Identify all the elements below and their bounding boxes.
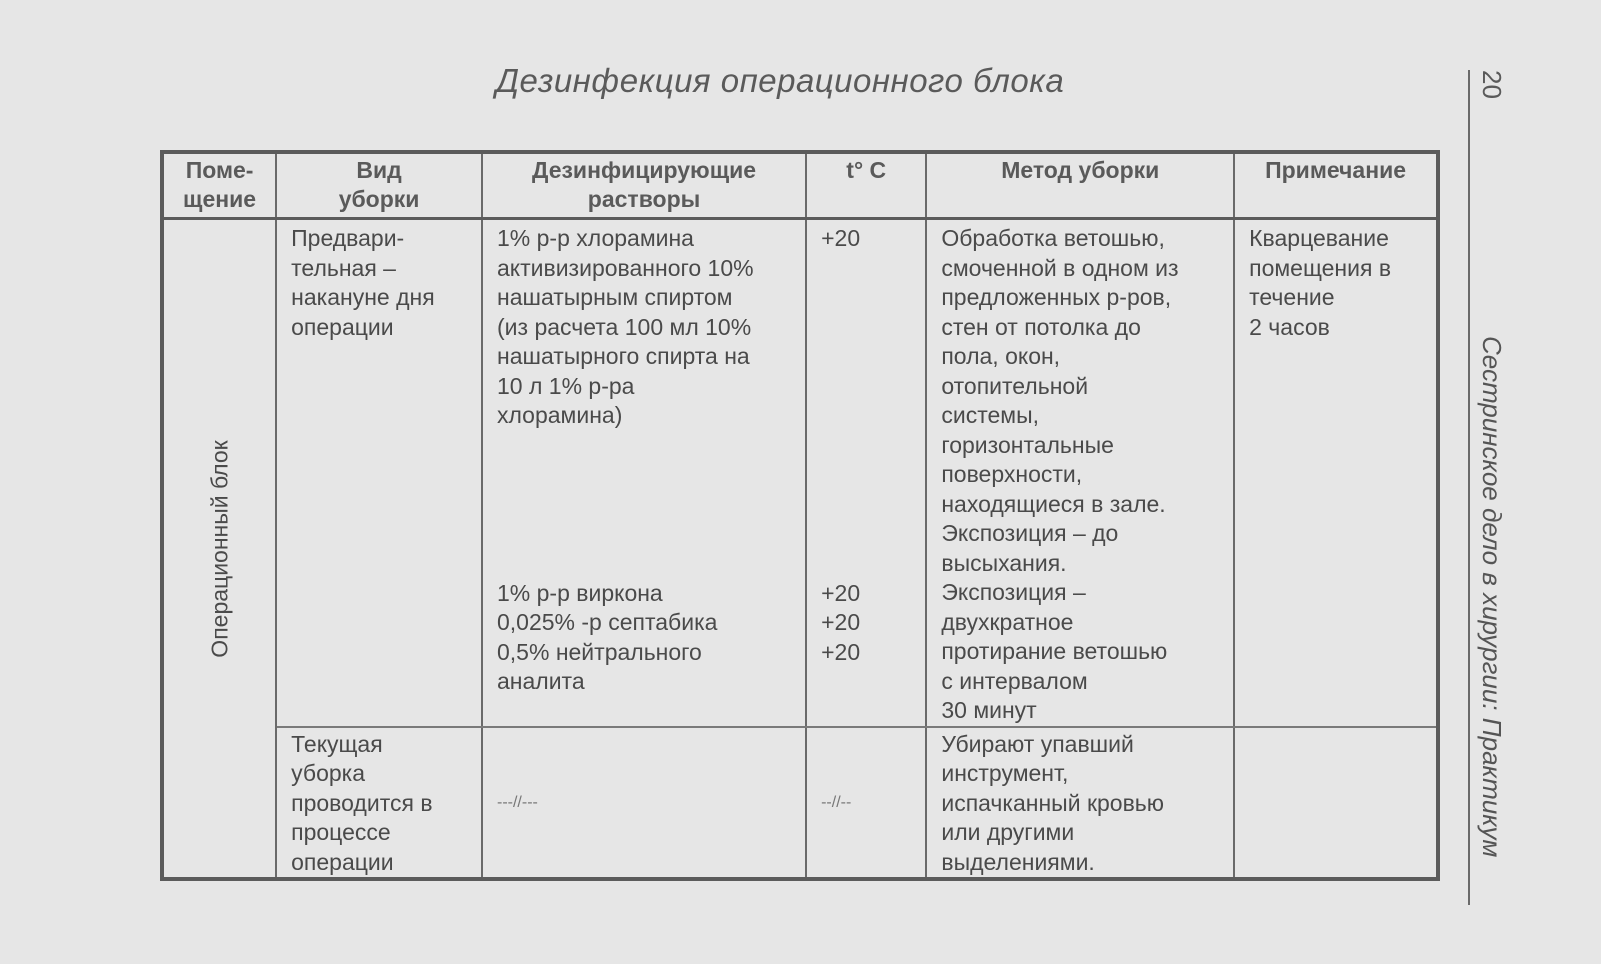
text-line: нашатырного спирта на: [497, 343, 750, 369]
text-line: Обработка ветошью,: [941, 225, 1165, 251]
current-note-cell: [1234, 727, 1438, 880]
disinfection-table: [160, 150, 1440, 881]
header-note: [1234, 152, 1438, 219]
room-cell: [162, 219, 276, 880]
text-line: стен от потолка до: [941, 313, 1141, 340]
text-line: операции: [291, 848, 394, 875]
text-line: с интервалом: [941, 667, 1088, 694]
prelim-temperature-cell: [806, 219, 926, 727]
room-label: Операционный блок: [205, 439, 232, 658]
page-title: Дезинфекция операционного блока: [495, 62, 1065, 99]
text-line: смоченной в одном из: [941, 254, 1179, 281]
header-room: [162, 152, 276, 219]
text-line: уборка: [291, 760, 366, 786]
table-row: [162, 727, 1438, 880]
text-line: предложенных р-ров,: [941, 284, 1172, 310]
text-line: (из расчета 100 мл 10%: [497, 313, 752, 340]
text-line: активизированного 10%: [497, 254, 754, 281]
text-line: испачканный кровью: [941, 789, 1165, 816]
current-temperature-cell: [806, 727, 926, 880]
text-line: Предвари-: [291, 225, 405, 251]
text-line: аналита: [497, 668, 585, 694]
text-line: операции: [291, 313, 394, 340]
text-line: накануне дня: [291, 284, 435, 310]
text-line: +20: [821, 609, 861, 635]
current-type-cell: [276, 727, 482, 880]
text-line: инструмент,: [941, 760, 1069, 786]
prelim-solutions-cell: [482, 219, 806, 727]
text-line: 1% р-р хлорамина: [497, 225, 694, 251]
text-line: +20: [821, 638, 861, 665]
text-line: +20: [821, 579, 861, 606]
text-line: щение: [183, 186, 257, 212]
table-row: [162, 219, 1438, 727]
text-line: находящиеся в зале.: [941, 490, 1166, 517]
text-line: растворы: [587, 186, 701, 212]
text-line: тельная –: [291, 254, 396, 281]
text-line: Дезинфицирующие: [532, 157, 757, 183]
text-line: двухкратное: [941, 608, 1074, 635]
text-line: Метод уборки: [1001, 157, 1160, 183]
prelim-note-cell: [1234, 219, 1438, 727]
header-solutions: [482, 152, 806, 219]
text-line: Экспозиция – до: [941, 520, 1119, 546]
spacer: [497, 431, 791, 579]
text-line: +20: [821, 225, 861, 251]
text-line: нашатырным спиртом: [497, 284, 733, 310]
header-cleaning-type: [276, 152, 482, 219]
table-header-row: [162, 152, 1438, 219]
text-line: отопительной: [941, 372, 1089, 399]
running-head: Сестринское дело в хирургии: Практикум: [1477, 336, 1507, 858]
text-line: течение: [1249, 284, 1335, 310]
solutions-group-a: [497, 224, 791, 431]
text-line: Поме-: [185, 157, 254, 183]
header-temperature: [806, 152, 926, 219]
text-line: 0,5% нейтрального: [497, 638, 702, 665]
text-line: высыхания.: [941, 549, 1067, 576]
text-line: Примечание: [1265, 157, 1407, 183]
text-line: Кварцевание: [1249, 225, 1389, 251]
temp-group-a: [821, 224, 911, 254]
text-line: Убирают упавший: [941, 730, 1134, 757]
text-line: проводится в: [291, 789, 433, 816]
text-line: 2 часов: [1249, 313, 1330, 340]
current-solutions-cell: [482, 727, 806, 880]
text-line: протирание ветошью: [941, 638, 1168, 664]
text-line: Текущая: [291, 730, 383, 757]
temp-group-b: [821, 579, 911, 668]
text-line: уборки: [338, 186, 420, 212]
prelim-type-cell: [276, 219, 482, 727]
text-line: t° C: [846, 157, 887, 183]
header-method: [926, 152, 1234, 219]
page-number: 20: [1477, 70, 1507, 99]
text-line: помещения в: [1249, 254, 1392, 281]
ditto-mark: --//--: [821, 793, 852, 811]
prelim-method-cell: [926, 219, 1234, 727]
spacer: [821, 254, 911, 579]
text-line: горизонтальные: [941, 431, 1114, 458]
text-line: хлорамина): [497, 402, 623, 428]
text-line: поверхности,: [941, 461, 1083, 487]
text-line: Вид: [356, 157, 402, 183]
text-line: 10 л 1% р-ра: [497, 372, 635, 399]
text-line: выделениями.: [941, 848, 1095, 875]
text-line: процессе: [291, 819, 391, 845]
text-line: системы,: [941, 402, 1039, 428]
side-rule: [1468, 70, 1470, 905]
solutions-group-b: [497, 579, 791, 697]
text-line: 1% р-р виркона: [497, 579, 663, 606]
text-line: 30 минут: [941, 697, 1037, 723]
current-method-cell: [926, 727, 1234, 880]
text-line: Экспозиция –: [941, 579, 1086, 605]
text-line: или другими: [941, 819, 1075, 845]
text-line: 0,025% -р септабика: [497, 609, 718, 635]
text-line: пола, окон,: [941, 343, 1061, 369]
ditto-mark: ---//---: [497, 793, 538, 811]
